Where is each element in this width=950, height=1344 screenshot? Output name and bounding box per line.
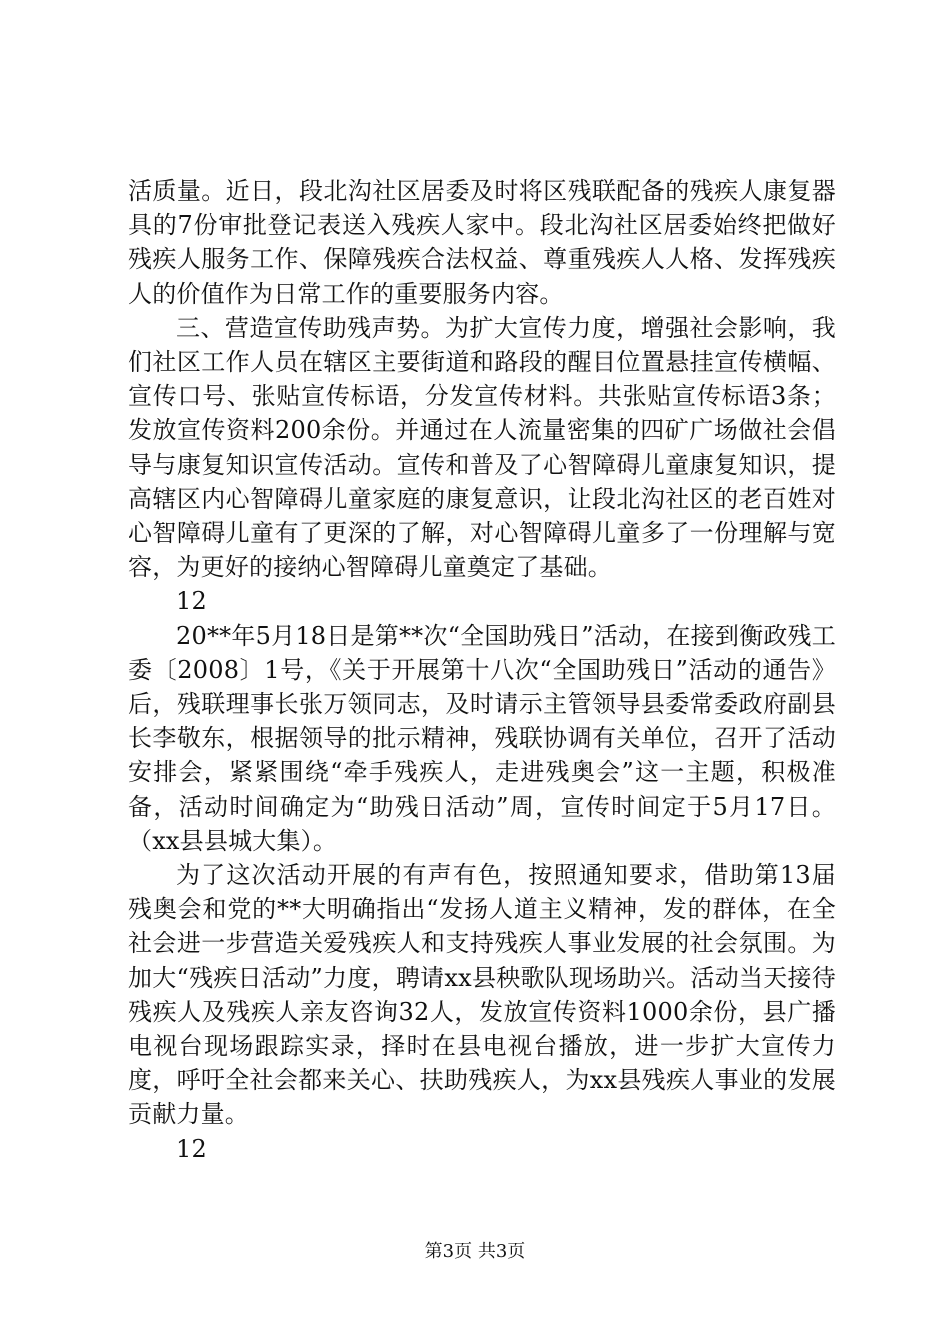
page-footer: 第3页 共3页 bbox=[424, 1241, 526, 1262]
paragraph-publicity: 三、营造宣传助残声势。为扩大宣传力度，增强社会影响，我们社区工作人员在辖区主要街道和路段的醒目位置悬挂宣传横幅、宣传口号、张贴宣传标语，分发宣传材料。共张贴宣传标语3条；发放宣传资料200余份。并通过在人流量密集的四矿广场做社会倡导与康复知识宣传活动。宣传和普及了心智障碍儿童康复知识，提高辖区内心智障碍儿童家庭的康复意识，让段北沟社区的老百姓对心智障碍儿童有了更深的了解，对心智障碍儿童多了一份理解与宽容，为更好的接纳心智障碍儿童奠定了基础。 bbox=[128, 313, 836, 582]
paragraph-continuation: 活质量。近日，段北沟社区居委及时将区残联配备的残疾人康复器具的7份审批登记表送入残疾人家中。段北沟社区居委始终把做好残疾人服务工作、保障残疾合法权益、尊重残疾人人格、发挥残疾人的价值作为日常工作的重要服务内容。 bbox=[128, 177, 836, 308]
inline-number-12: 12 bbox=[176, 587, 207, 616]
paragraph-disability-day: 20**年5月18日是第**次“全国助残日”活动，在接到衡政残工委〔2008〕1号，《关于开展第十八次“全国助残日”活动的通告》后，残联理事长张万领同志，及时请示主管领导县委常委政府副县长李敬东，根据领导的批示精神，残联协调有关单位，召开了活动安排会，紧紧围绕“牵手残疾人，走进残奥会”这一主题，积极准备，活动时间确定为“助残日活动”周，宣传时间定于5月17日。（xx县县城大集）。 bbox=[128, 621, 836, 855]
paragraph-activity: 为了这次活动开展的有声有色，按照通知要求，借助第13届残奥会和党的**大明确指出“发扬人道主义精神，发的群体，在全社会进一步营造关爱残疾人和支持残疾人事业发展的社会氛围。为加大“残疾日活动”力度，聘请xx县秧歌队现场助兴。活动当天接待残疾人及残疾人亲友咨询32人，发放宣传资料1000余份，县广播电视台现场跟踪实录，择时在县电视台播放，进一步扩大宣传力度，呼吁全社会都来关心、扶助残疾人，为xx县残疾人事业的发展贡献力量。 bbox=[128, 861, 836, 1129]
document-body bbox=[128, 174, 836, 1166]
inline-number-12-second: 12 bbox=[176, 1134, 207, 1163]
